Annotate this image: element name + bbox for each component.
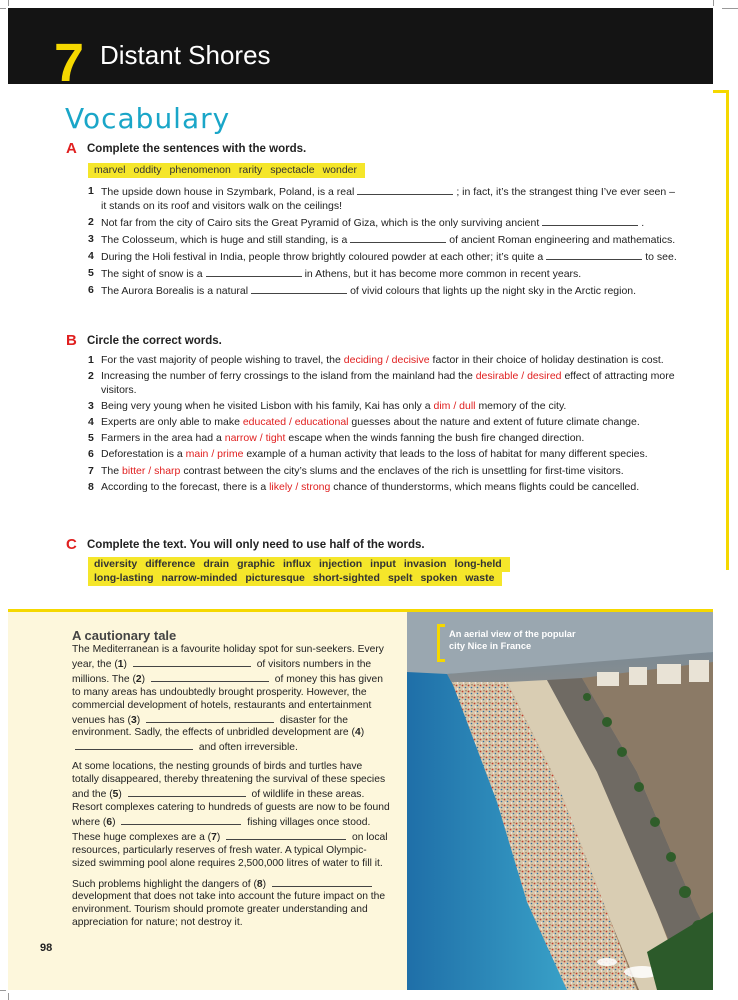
item-text: .: [641, 216, 645, 229]
answer-blank[interactable]: [357, 185, 453, 195]
item-number: 3: [88, 232, 94, 245]
section-a-items: [88, 185, 678, 302]
accent-bar-vertical: [726, 90, 729, 570]
answer-blank[interactable]: [226, 830, 346, 840]
item-number: 5: [88, 432, 94, 445]
item-text: in Athens, but it has become more common in recent years.: [304, 268, 582, 281]
item-text: The Aurora Borealis is a natural: [101, 285, 249, 298]
item-text: The upside down house in Szymbark, Poland, is a real: [101, 186, 355, 198]
answer-blank[interactable]: [542, 216, 638, 226]
word: oddity: [133, 164, 162, 176]
answer-blank[interactable]: [128, 787, 246, 797]
section-title: Vocabulary: [65, 102, 231, 135]
item-text: contrast between the city’s slums and the enclaves of the rich is unsettling for first-time visitors.: [183, 464, 624, 477]
word-choice[interactable]: deciding / decisive: [343, 354, 430, 366]
section-c-wordbox-row2: [88, 571, 502, 586]
section-c-wordbox-row1: [88, 557, 510, 572]
word: spoken: [420, 572, 458, 584]
word: phenomenon: [169, 164, 231, 176]
list-item: [88, 465, 678, 479]
list-item: [88, 216, 678, 231]
word: narrow-minded: [161, 572, 238, 584]
item-number: 5: [88, 267, 94, 280]
item-number: 8: [88, 480, 94, 493]
item-text: The Colosseum, which is huge and still standing, is a: [101, 233, 348, 246]
answer-blank[interactable]: [133, 657, 251, 667]
item-text: escape when the winds fanning the bush fire changed direction.: [288, 432, 585, 445]
list-item: [88, 185, 678, 213]
word-choice[interactable]: bitter / sharp: [122, 464, 181, 477]
item-number: 6: [88, 448, 94, 461]
item-number: 2: [88, 370, 94, 383]
word: injection: [319, 558, 363, 570]
word: influx: [283, 558, 311, 570]
crop-mark: [722, 8, 738, 9]
item-text: of ancient Roman engineering and mathematics.: [449, 233, 676, 246]
answer-blank[interactable]: [251, 284, 347, 294]
list-item: [88, 284, 678, 299]
word: spelt: [387, 572, 413, 584]
section-b-instruction: Circle the correct words.: [87, 335, 222, 347]
word: spectacle: [270, 164, 315, 176]
crop-mark: [713, 0, 714, 6]
item-number: 3: [88, 399, 94, 412]
word: long-held: [454, 558, 502, 570]
section-b-letter: B: [66, 332, 77, 349]
word: graphic: [237, 558, 275, 570]
item-number: 6: [88, 284, 94, 297]
word: long-lasting: [94, 572, 154, 584]
item-text: effect of attracting more visitors.: [101, 370, 675, 396]
list-item: [88, 432, 678, 446]
word-choice[interactable]: main / prime: [185, 448, 244, 461]
word: short-sighted: [312, 572, 380, 584]
word: rarity: [238, 164, 263, 176]
item-number: 1: [88, 354, 94, 366]
word-choice[interactable]: dim / dull: [433, 399, 476, 412]
item-text: memory of the city.: [478, 399, 567, 412]
unit-number: 7: [54, 33, 85, 93]
beach-illustration: [407, 612, 713, 990]
crop-mark: [8, 993, 9, 1000]
story-paragraph: Such problems highlight the dangers of (8) development that does not take into account the future impact on the environment. Tourism should promote greater understanding and appreciation for nature; not destroy it.: [72, 878, 386, 929]
item-number: 2: [88, 215, 94, 228]
story-paragraph: At some locations, the nesting grounds of birds and turtles have totally disappeared, thereby threatening the survival of these species and the (5) of wildlife in these areas. Resort complexes catering to hundreds of guests are now to be found where (6) fishing villages once stood. These huge complexes are a (7) on local resources, particularly reserves of fresh water. A typical Olympic-sized swimming pool alone requires 2,500,000 litres of water to fill it.: [72, 761, 390, 869]
word: diversity: [94, 558, 138, 570]
item-text: of vivid colours that lights up the night sky in the Arctic region.: [350, 285, 637, 298]
item-number: 4: [88, 416, 94, 429]
answer-blank[interactable]: [350, 233, 446, 243]
item-text: Experts are only able to make: [101, 416, 240, 429]
item-text: ; in fact, it’s the strangest thing I’ve ever seen – it stands on its roof and visitors walk on the ceilings!: [101, 186, 675, 212]
word: marvel: [94, 164, 126, 176]
item-text: During the Holi festival in India, people throw brightly coloured powder at each other; it’s quite a: [101, 251, 544, 264]
section-c-instruction: Complete the text. You will only need to use half of the words.: [87, 539, 425, 551]
section-b-items: [88, 354, 678, 497]
unit-title: Distant Shores: [100, 40, 271, 70]
item-text: The: [101, 464, 120, 477]
section-a-wordbox: [88, 163, 365, 178]
item-number: 4: [88, 250, 94, 263]
list-item: [88, 354, 678, 368]
answer-blank[interactable]: [546, 250, 642, 260]
crop-mark: [8, 0, 9, 6]
word-choice[interactable]: narrow / tight: [224, 432, 286, 445]
story-paragraph: The Mediterranean is a favourite holiday spot for sun-seekers. Every year, the (1) of visitors numbers in the millions. The (2) of money this has given to many areas has undoubtedly brought prosperity. However, the commercial development of hotels, restaurants and entertainment venues has (3) disaster for the environment. Sadly, the effects of unbridled development are (4) and often irreversible.: [72, 644, 384, 754]
item-number: 1: [88, 185, 94, 197]
word: drain: [203, 558, 230, 570]
word-choice[interactable]: educated / educational: [242, 416, 349, 429]
item-text: factor in their choice of holiday destination is cost.: [432, 354, 664, 366]
nice-aerial-photo: [407, 612, 713, 990]
answer-blank[interactable]: [272, 877, 372, 887]
answer-blank[interactable]: [146, 713, 274, 723]
item-text: Being very young when he visited Lisbon with his family, Kai has only a: [101, 399, 431, 412]
answer-blank[interactable]: [75, 740, 193, 750]
word: waste: [465, 572, 495, 584]
section-c-letter: C: [66, 536, 77, 553]
item-text: According to the forecast, there is a: [101, 480, 267, 493]
item-text: For the vast majority of people wishing to travel, the: [101, 354, 341, 366]
word-choice[interactable]: likely / strong: [269, 480, 331, 493]
crop-mark: [0, 8, 6, 9]
word: picturesque: [245, 572, 305, 584]
list-item: [88, 481, 678, 495]
word: input: [370, 558, 396, 570]
list-item: [88, 400, 678, 414]
list-item: [88, 267, 678, 282]
list-item: [88, 416, 678, 430]
list-item: [88, 250, 678, 265]
list-item: [88, 233, 678, 248]
item-text: Farmers in the area had a: [101, 432, 222, 445]
page-number: 98: [40, 942, 53, 954]
section-a-letter: A: [66, 140, 77, 157]
answer-blank[interactable]: [121, 815, 241, 825]
item-text: chance of thunderstorms, which means flights could be cancelled.: [333, 480, 640, 493]
photo-caption: An aerial view of the popular city Nice in France: [449, 629, 576, 651]
caption-bracket: [437, 624, 445, 662]
word: wonder: [322, 164, 358, 176]
item-number: 7: [88, 464, 94, 477]
answer-blank[interactable]: [206, 267, 302, 277]
item-text: The sight of snow is a: [101, 268, 203, 281]
item-text: Not far from the city of Cairo sits the Great Pyramid of Giza, which is the only surviving ancient: [101, 216, 540, 229]
answer-blank[interactable]: [151, 672, 269, 682]
item-text: Increasing the number of ferry crossings to the island from the mainland had the: [101, 370, 473, 383]
item-text: to see.: [645, 251, 677, 264]
word: invasion: [403, 558, 447, 570]
section-a-instruction: Complete the sentences with the words.: [87, 143, 307, 155]
word: difference: [145, 558, 196, 570]
story-title: A cautionary tale: [72, 628, 177, 643]
list-item: [88, 370, 678, 397]
item-text: Deforestation is a: [101, 448, 183, 461]
story-text: [72, 628, 390, 936]
item-text: example of a human activity that leads to the loss of habitat for many different species.: [246, 448, 648, 461]
word-choice[interactable]: desirable / desired: [475, 370, 562, 383]
crop-mark: [0, 990, 6, 991]
item-text: guesses about the nature and extent of future climate change.: [351, 416, 640, 429]
list-item: [88, 448, 678, 462]
